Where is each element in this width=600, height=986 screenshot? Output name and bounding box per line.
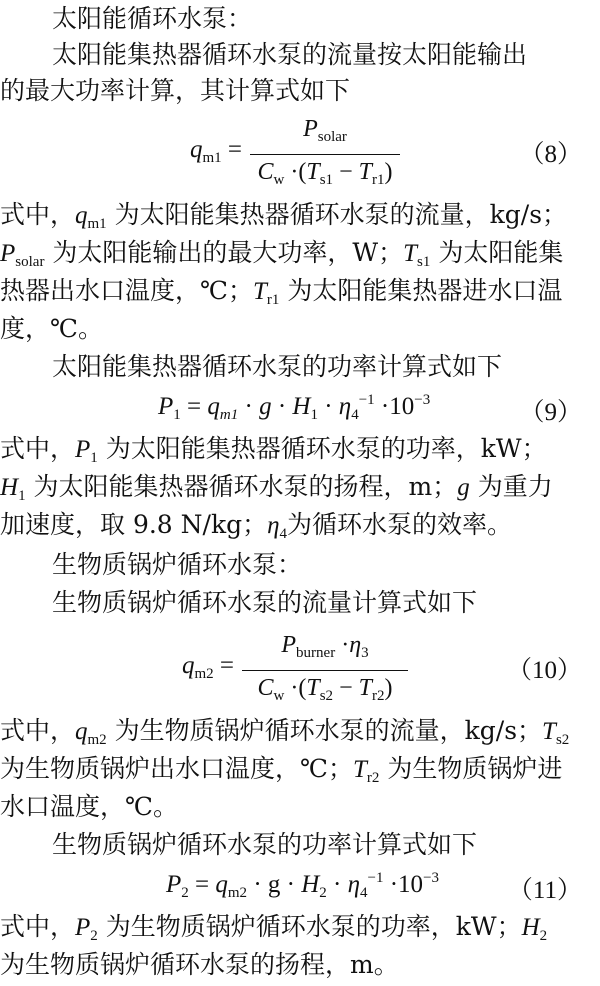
- paragraph-biomass-power: 生物质锅炉循环水泵的功率计算式如下: [52, 830, 478, 859]
- definition-11-line1: 式中，$P_2$ 为生物质锅炉循环水泵的功率，kW；$H_2$: [0, 912, 548, 944]
- definition-9-line1: 式中，$P_1$ 为太阳能集热器循环水泵的功率，kW；: [0, 434, 547, 466]
- paragraph-solar-pump-heading: 太阳能循环水泵：: [52, 4, 253, 33]
- definition-9-line3: 加速度，取 9.8 N/kg；$\eta_4$为循环水泵的效率。: [0, 510, 513, 542]
- equation-9-number: （9）: [519, 399, 582, 426]
- equation-11: $P_2 = q_{m2} \cdot g \cdot H_2 \cdot \eta_4^{-1} \cdot 10^{-3}$ （11）: [166, 870, 582, 904]
- definition-8-line1: 式中，$q_{m1}$ 为太阳能集热器循环水泵的流量，kg/s；: [0, 200, 568, 232]
- paragraph-biomass-flow: 生物质锅炉循环水泵的流量计算式如下: [52, 588, 478, 617]
- paragraph-solar-flow-line1: 太阳能集热器循环水泵的流量按太阳能输出: [52, 40, 528, 69]
- definition-11-line2: 为生物质锅炉循环水泵的扬程，m。: [0, 950, 399, 979]
- equation-8: $q_{m1}$ = $P_{solar}$ $C_w \cdot(T_{s1} - T_{r1})$ （8）: [190, 116, 582, 188]
- equation-9: $P_1 = q_{m1} \cdot g \cdot H_1 \cdot \eta_4^{-1} \cdot 10^{-3}$ （9）: [158, 392, 582, 426]
- definition-9-line2: $H_1$ 为太阳能集热器循环水泵的扬程，m；g 为重力: [0, 472, 553, 504]
- paragraph-biomass-pump-heading: 生物质锅炉循环水泵：: [52, 550, 303, 579]
- equation-8-number: （8）: [519, 141, 582, 168]
- equation-10-number: （10）: [506, 657, 582, 684]
- equation-11-number: （11）: [507, 877, 582, 904]
- definition-8-line3: 热器出水口温度，℃；$T_{r1}$ 为太阳能集热器进水口温: [0, 276, 563, 308]
- definition-10-line2: 为生物质锅炉出水口温度，℃；$T_{r2}$ 为生物质锅炉进: [0, 754, 563, 786]
- paragraph-solar-flow-line2: 的最大功率计算，其计算式如下: [0, 76, 351, 105]
- definition-8-line4: 度，℃。: [0, 314, 103, 343]
- definition-10-line1: 式中，$q_{m2}$ 为生物质锅炉循环水泵的流量，kg/s；$T_{s2}$: [0, 716, 570, 748]
- definition-10-line3: 水口温度，℃。: [0, 792, 178, 821]
- paragraph-solar-power: 太阳能集热器循环水泵的功率计算式如下: [52, 352, 503, 381]
- equation-10: $q_{m2}$ = $P_{burner} \cdot\eta_3$ $C_w \cdot(T_{s2} - T_{r2})$ （10）: [182, 632, 582, 704]
- definition-8-line2: $P_{solar}$ 为太阳能输出的最大功率，W；$T_{s1}$ 为太阳能集: [0, 238, 564, 270]
